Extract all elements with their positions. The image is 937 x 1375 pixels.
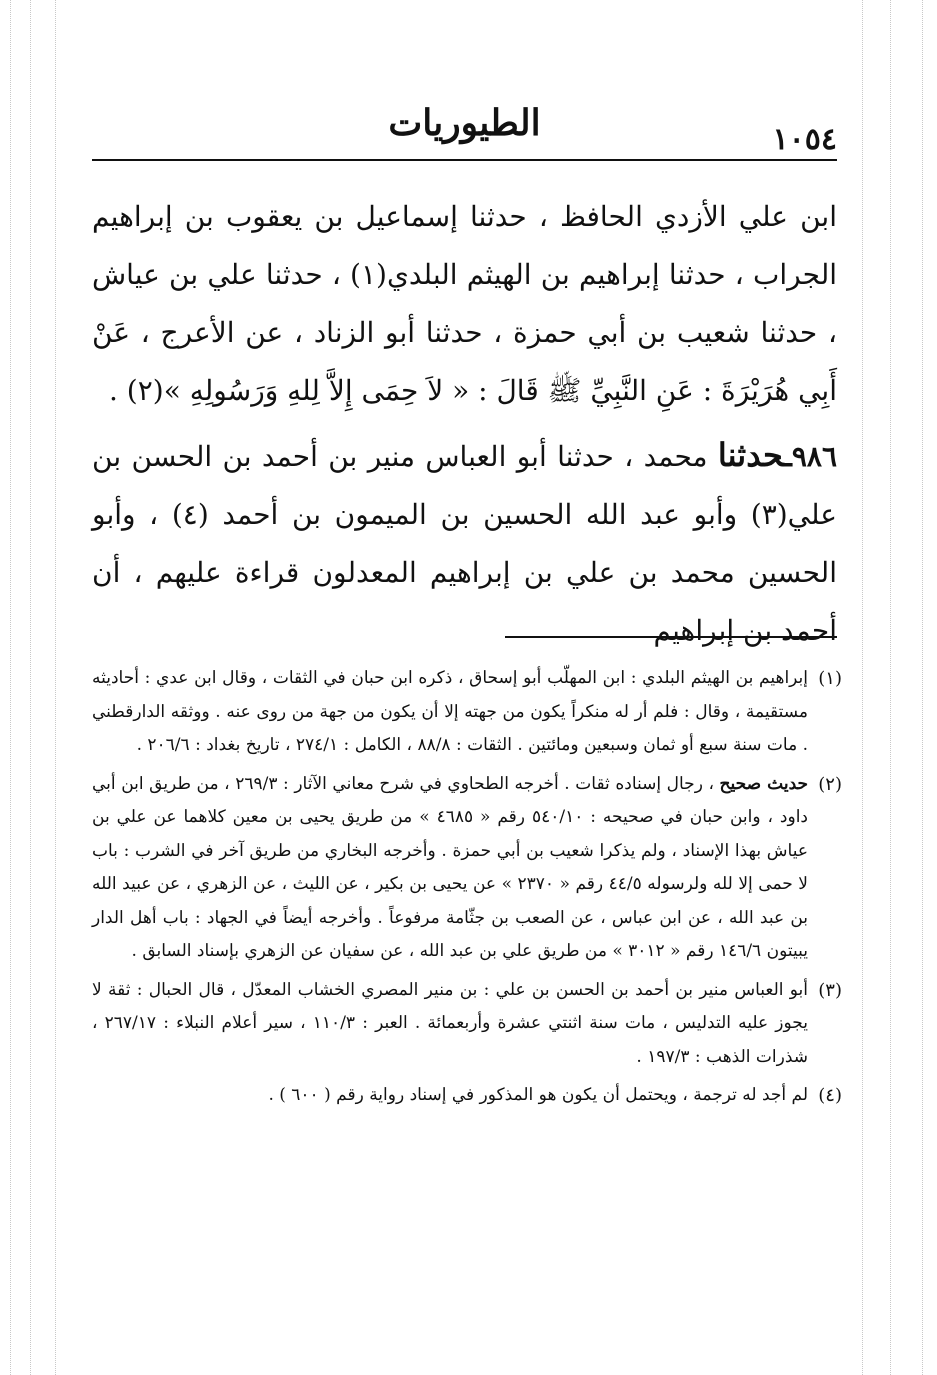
- footnote-4: [92, 1079, 842, 1113]
- page-number: ١٠٥٤: [772, 122, 837, 157]
- footnote-1: [92, 662, 842, 763]
- footnote-text: إبراهيم بن الهيثم البلدي : ابن المهلّب أبو إسحاق ، ذكره ابن حبان في الثقات ، وقال ابن عدي : أحاديثه مستقيمة ، وقال : فلم أر له منكراً يكون من جهته إلا أن يكون من جهة من روى عنه . ووثقه الدارقطني . مات سنة سبع أو ثمان وسبعين ومائتين . الثقات : ٨٨/٨ ، الكامل : ٢٧٤/١ ، تاريخ بغداد : ٢٠٦/٦ .: [92, 668, 808, 755]
- footnote-marker: (٤): [818, 1085, 842, 1106]
- hadith-number: ٩٨٦ـ: [783, 440, 837, 473]
- scan-artifact-line: [55, 0, 56, 1375]
- scan-artifact-line: [10, 0, 11, 1375]
- scan-artifact-line: [30, 0, 31, 1375]
- footnote-text: ، رجال إسناده ثقات . أخرجه الطحاوي في شرح معاني الآثار : ٢٦٩/٣ ، من طريق ابن أبي داود ، وابن حبان في صحيحه : ٥٤٠/١٠ رقم « ٤٦٨٥ » من طريق يحيى بن معين كلاهما عن علي بن عياش بهذا الإسناد ، ولم يذكرا شعيب بن أبي حمزة . وأخرجه البخاري من طريق آخر في الشرب : باب لا حمى إلا لله ولرسوله ٤٤/٥ رقم « ٢٣٧٠ » عن يحيى بن بكير ، عن الليث ، عن الزهري ، عن عبيد الله بن عبد الله ، عن ابن عباس ، عن الصعب بن جثّامة مرفوعاً . وأخرجه أيضاً في الجهاد : باب أهل الدار يبيتون ١٤٦/٦ رقم « ٣٠١٢ » من طريق علي بن عبد الله ، عن سفيان عن الزهري بإسناد السابق .: [92, 773, 808, 961]
- footnote-marker: (٢): [818, 773, 842, 795]
- scan-artifact-line: [862, 0, 863, 1375]
- main-text: [92, 188, 837, 660]
- footnote-divider: [505, 636, 837, 638]
- hadith-paragraph: [92, 426, 837, 660]
- footnote-text: أبو العباس منير بن أحمد بن الحسن بن علي : بن منير المصري الخشاب المعدّل ، قال الحبال : ثقة لا يجوز عليه التدليس ، مات سنة اثنتي عشرة وأربعمائة . العبر : ١١٠/٣ ، سير أعلام النبلاء : ٢٦٧/١٧ ، شذرات الذهب : ١٩٧/٣ .: [92, 979, 809, 1067]
- footnote-3: [92, 974, 842, 1075]
- haddathana-heading: حدثنا: [717, 436, 784, 474]
- paragraph-continuation: ابن علي الأزدي الحافظ ، حدثنا إسماعيل بن يعقوب بن إبراهيم الجراب ، حدثنا إبراهيم بن الهيثم البلدي(١) ، حدثنا علي بن عياش ، حدثنا شعيب بن أبي حمزة ، حدثنا أبو الزناد ، عن الأعرج ، عَنْ أَبِي هُرَيْرَةَ : عَنِ النَّبِيِّ ﷺ قَالَ : « لاَ حِمَى إِلاَّ لِلهِ وَرَسُولِهِ »(٢) .: [92, 200, 838, 407]
- footnote-2: [92, 768, 842, 969]
- footnote-marker: (٣): [818, 979, 842, 1001]
- page-header: [92, 98, 837, 158]
- scan-artifact-line: [890, 0, 891, 1375]
- book-title: الطيوريات: [388, 102, 541, 144]
- footnote-marker: (١): [818, 668, 842, 689]
- footnotes-section: [92, 662, 842, 1118]
- footnote-body: [92, 768, 808, 969]
- scan-artifact-line: [922, 0, 923, 1375]
- hadith-isnad: محمد ، حدثنا أبو العباس منير بن أحمد بن الحسن بن علي(٣) وأبو عبد الله الحسين بن الميمون بن أحمد (٤) ، وأبو الحسين محمد بن علي بن إبراهيم المعدلون قراءة عليهم ، أن أحمد بن إبراهيم: [92, 440, 837, 647]
- header-divider: [92, 159, 837, 161]
- footnote-lead: حديث صحيح: [719, 773, 808, 794]
- footnote-text: لم أجد له ترجمة ، ويحتمل أن يكون هو المذكور في إسناد رواية رقم ( ٦٠٠ ) .: [268, 1085, 808, 1105]
